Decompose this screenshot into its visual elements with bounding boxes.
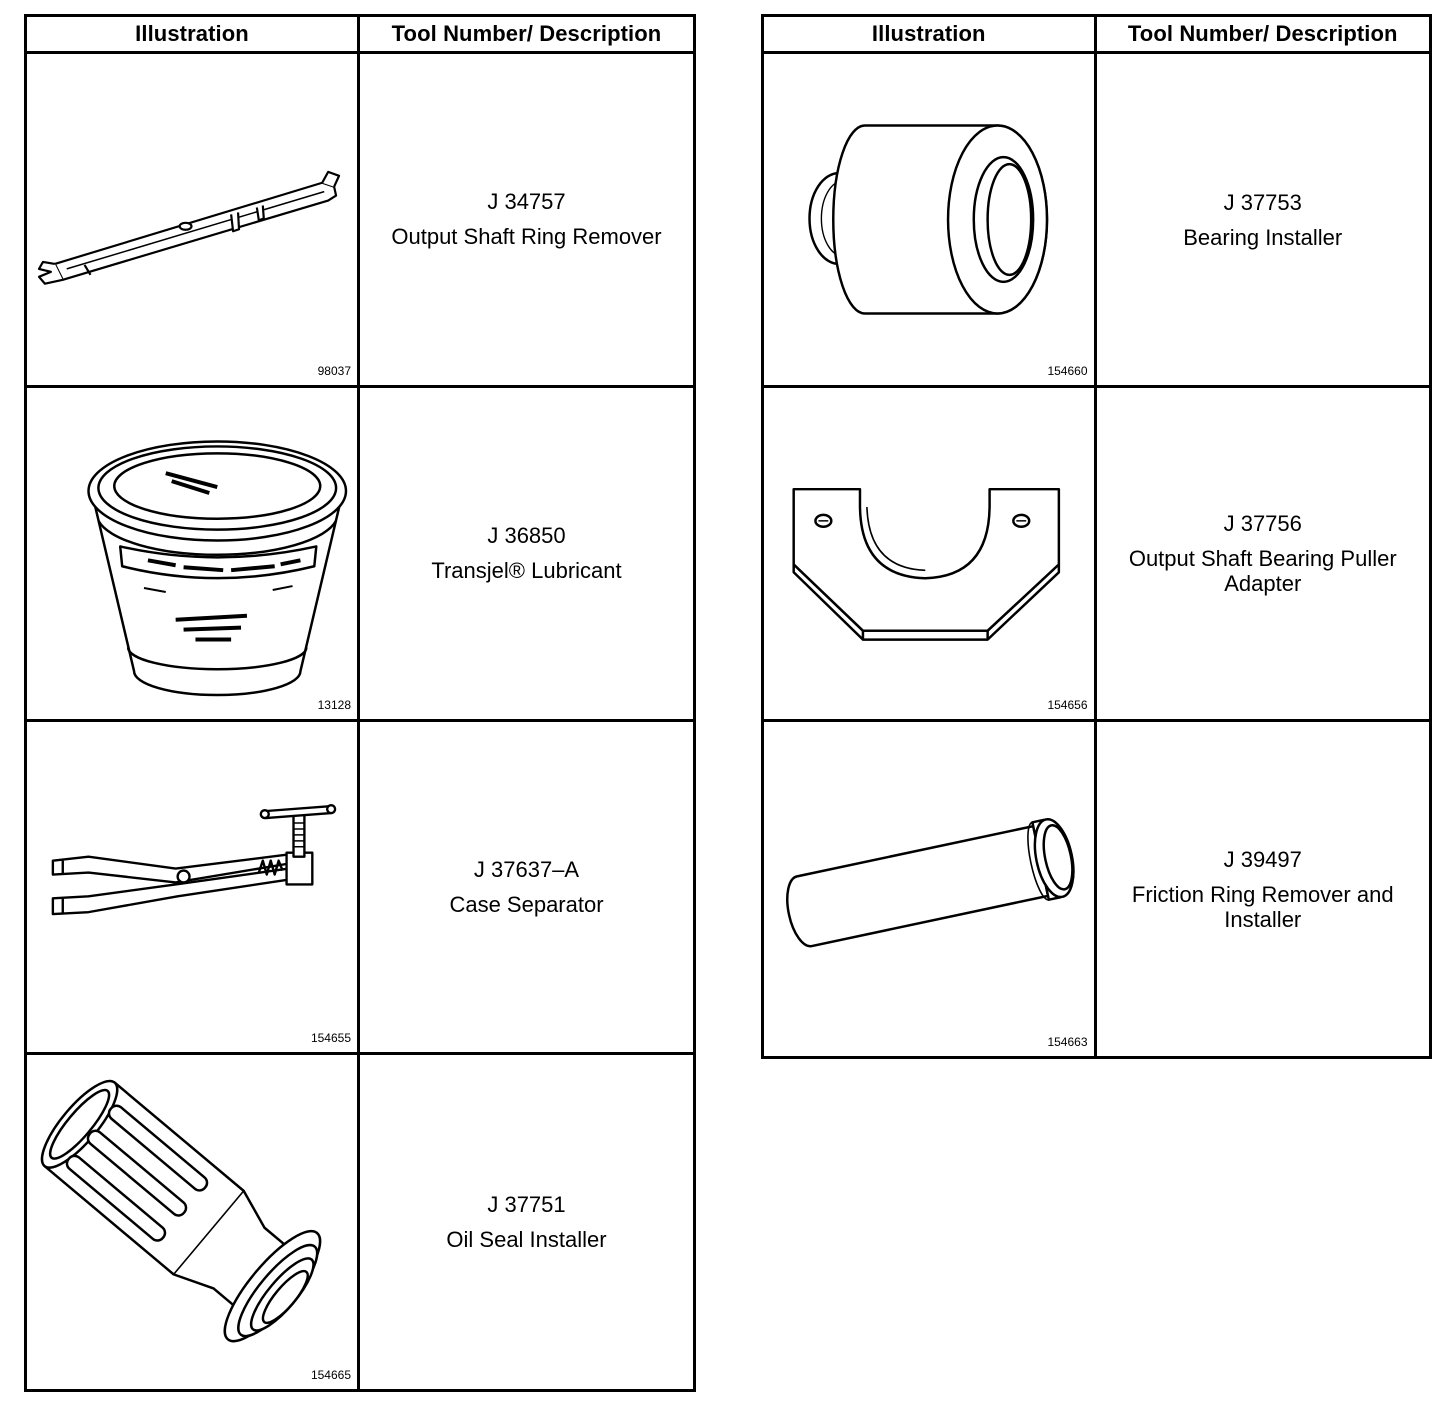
figure-number: 13128 [317, 697, 351, 712]
illustration-cell [764, 722, 1097, 1056]
figure-number: 154655 [310, 1031, 351, 1046]
tool-description: Friction Ring Remover and Installer [1131, 881, 1394, 932]
special-tools-table-right [761, 14, 1432, 1059]
tool-number: J 34757 [487, 189, 566, 215]
figure-number: 154663 [1047, 1035, 1088, 1049]
tool-description: Bearing Installer [1183, 224, 1343, 250]
tool-number: J 37753 [1223, 189, 1302, 215]
lubricant-tub-illustration [27, 388, 357, 719]
tool-description: Transjel® Lubricant [431, 558, 622, 584]
illustration-cell [764, 54, 1097, 388]
oil-seal-installer-illustration [27, 1055, 357, 1389]
figure-number: 154656 [1047, 698, 1088, 712]
tool-number: J 37637–A [473, 856, 580, 882]
tool-description: Output Shaft Ring Remover [391, 224, 662, 250]
figure-number: 154660 [1047, 364, 1088, 378]
output-shaft-ring-remover-illustration [27, 54, 357, 385]
tool-cell [1097, 722, 1430, 1056]
friction-ring-tool-illustration [764, 722, 1094, 1056]
illustration-cell [27, 388, 360, 722]
header-tool-description: Tool Number/ Description [1097, 17, 1430, 54]
illustration-cell [27, 722, 360, 1056]
bearing-installer-illustration [764, 54, 1094, 385]
figure-number: 154665 [310, 1368, 351, 1382]
tool-number: J 36850 [487, 523, 566, 549]
case-separator-illustration [27, 722, 357, 1053]
header-illustration: Illustration [764, 17, 1097, 54]
tool-description: Oil Seal Installer [446, 1227, 607, 1253]
header-tool-description: Tool Number/ Description [360, 17, 693, 54]
tool-description: Output Shaft Bearing Puller Adapter [1128, 546, 1397, 596]
header-illustration: Illustration [27, 17, 360, 54]
tool-number: J 37756 [1223, 511, 1302, 536]
figure-number: 98037 [317, 363, 351, 378]
tool-cell [360, 1055, 693, 1389]
special-tools-table-left [24, 14, 696, 1392]
tool-cell [1097, 54, 1430, 388]
tool-cell [360, 388, 693, 722]
tool-cell [1097, 388, 1430, 722]
bearing-puller-adapter-illustration [764, 388, 1094, 719]
tool-number: J 37751 [487, 1192, 566, 1218]
illustration-cell [764, 388, 1097, 722]
tool-cell [360, 722, 693, 1056]
illustration-cell [27, 54, 360, 388]
tool-cell [360, 54, 693, 388]
tool-number: J 39497 [1223, 846, 1302, 872]
tool-description: Case Separator [449, 891, 604, 917]
illustration-cell [27, 1055, 360, 1389]
